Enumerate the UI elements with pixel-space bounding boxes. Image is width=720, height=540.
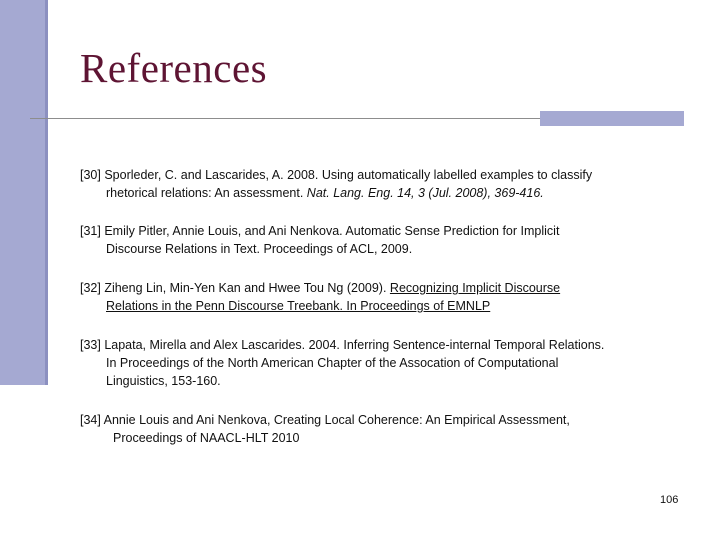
reference-30-line-1: [30] Sporleder, C. and Lascarides, A. 2008. Using automatically labelled examples to classify [80,168,593,182]
reference-32-line-1 [80,279,690,297]
reference-34-line-1: [34] Annie Louis and Ani Nenkova, Creating Local Coherence: An Empirical Assessment, [80,413,570,427]
reference-item-34 [80,411,690,447]
left-accent-bar [0,0,48,385]
divider-accent-block [540,111,684,126]
reference-32-link-part-1[interactable]: Recognizing Implicit Discourse [389,281,561,295]
reference-item-33 [80,336,690,390]
slide-title: References [80,45,268,91]
page-number: 106 [660,494,679,506]
reference-33-line-2: In Proceedings of the North American Chapter of the Assocation of Computational [106,356,559,370]
reference-31-line-1: [31] Emily Pitler, Annie Louis, and Ani Nenkova. Automatic Sense Prediction for Implicit [80,224,560,238]
reference-32-line-2 [80,297,690,315]
reference-31-line-2: Discourse Relations in Text. Proceedings of ACL, 2009. [106,242,413,256]
reference-32-authors: [32] Ziheng Lin, Min-Yen Kan and Hwee Tou Ng (2009). [80,281,390,295]
reference-item-32 [80,279,690,315]
reference-33-line-3: Linguistics, 153-160. [106,374,221,388]
reference-33-line-1: [33] Lapata, Mirella and Alex Lascarides. 2004. Inferring Sentence-internal Temporal Relations. [80,338,605,352]
reference-item-31 [80,222,690,258]
reference-30-journal: Nat. Lang. Eng. 14, 3 (Jul. 2008), 369-416. [306,186,544,200]
reference-30-text: rhetorical relations: An assessment. [106,186,307,200]
reference-34-line-2: Proceedings of NAACL-HLT 2010 [113,431,300,445]
reference-item-30 [80,166,690,202]
reference-32-link-part-2[interactable]: Relations in the Penn Discourse Treebank. In Proceedings of EMNLP [106,299,491,313]
reference-30-line-2 [80,184,690,202]
